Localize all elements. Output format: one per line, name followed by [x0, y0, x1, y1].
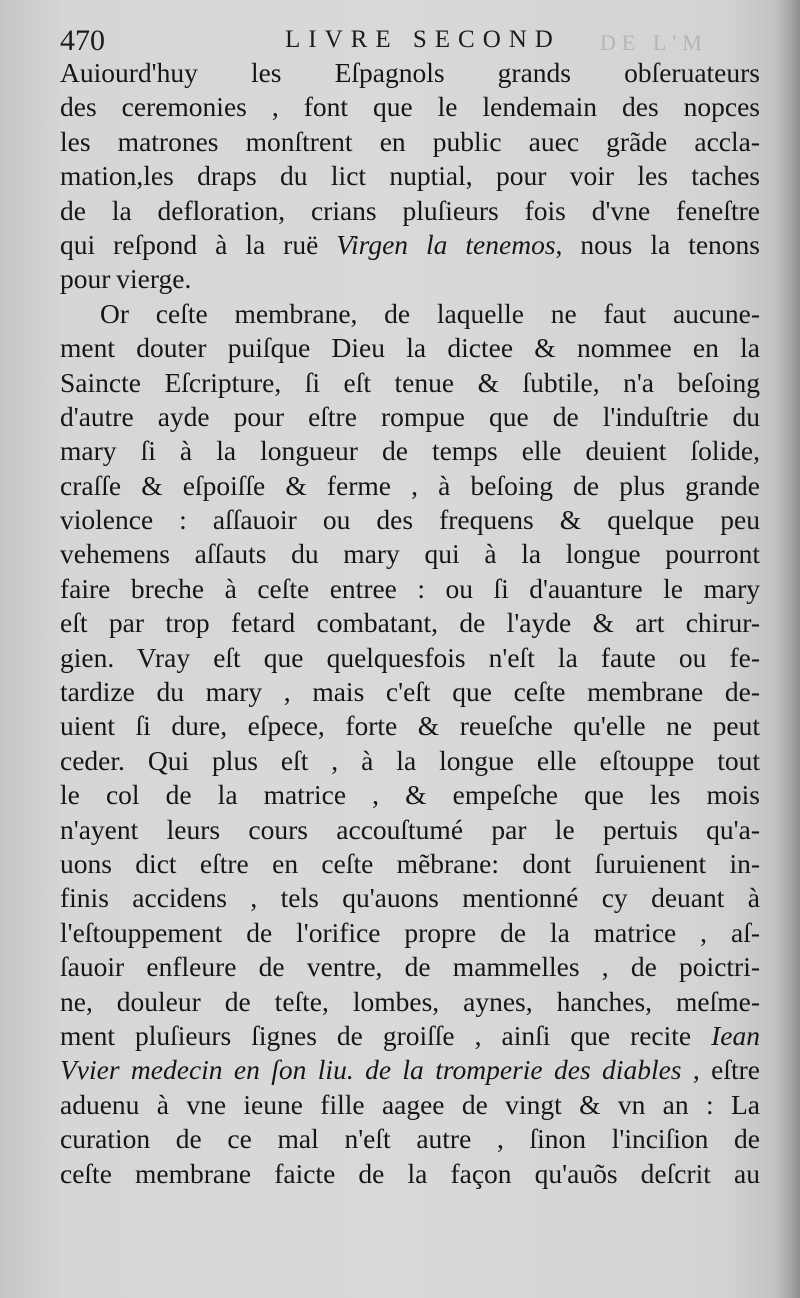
- page-number: 470: [60, 24, 105, 57]
- paragraph-start-line: Or ceſte membrane, de laquelle ne faut aucune-: [100, 297, 760, 329]
- text-line: mation,les draps du lict nuptial, pour voir les taches: [60, 160, 760, 192]
- text-line: pour vierge.: [60, 263, 192, 295]
- text-line: curation de ce mal n'eſt autre , ſinon l'inciſion de: [60, 1123, 760, 1155]
- italic-author: Iean: [711, 1019, 760, 1051]
- text-line: uient ſi dure, eſpece, forte & reueſche qu'elle ne peut: [60, 710, 760, 742]
- page-header: [60, 20, 760, 60]
- text-line: ſauoir enfleure de ventre, de mammelles , de poictri-: [60, 951, 760, 983]
- italic-quote: Virgen la tenemos: [336, 228, 556, 260]
- text-line: n'ayent leurs cours accouſtumé par le pertuis qu'a-: [60, 813, 760, 845]
- text-line: Auiourd'huy les Eſpagnols grands obſeruateurs: [60, 57, 760, 88]
- text-line: violence : aſſauoir ou des frequens & quelque peu: [60, 504, 760, 536]
- text-line: ceſte membrane faicte de la façon qu'auõs deſcrit au: [60, 1157, 760, 1189]
- text-line: aduenu à vne ieune fille aagee de vingt & vn an : La: [60, 1088, 760, 1120]
- text-line: ne, douleur de teſte, lombes, aynes, hanches, meſme-: [60, 985, 760, 1017]
- text-line: d'autre ayde pour eſtre rompue que de l'induſtrie du: [60, 400, 760, 432]
- text-line: ceder. Qui plus eſt , à la longue elle eſtouppe tout: [60, 744, 760, 776]
- body-text: [60, 56, 760, 1191]
- text-line: faire breche à ceſte entree : ou ſi d'auanture le mary: [60, 572, 760, 604]
- text-line: ment douter puiſque Dieu la dictee & nommee en la: [60, 332, 760, 364]
- text-line: mary ſi à la longueur de temps elle deuient ſolide,: [60, 435, 760, 467]
- text-line: des ceremonies , font que le lendemain des nopces: [60, 91, 760, 123]
- text-line: tardize du mary , mais c'eſt que ceſte membrane de-: [60, 676, 760, 708]
- text-line: uons dict eſtre en ceſte mẽbrane: dont ſuruienent in-: [60, 847, 760, 879]
- text-line: l'eſtouppement de l'orifice propre de la matrice , aſ-: [60, 916, 760, 948]
- text-line: eſt par trop fetard combatant, de l'ayde & art chirur-: [60, 607, 760, 639]
- text-line: vehemens aſſauts du mary qui à la longue pourront: [60, 538, 760, 570]
- italic-citation: Vvier medecin en ſon liu. de la tromperie des diables: [60, 1054, 682, 1086]
- page-gutter-shadow: [774, 0, 800, 1298]
- bleed-through-text: DE L'M: [600, 30, 708, 55]
- text-line: gien. Vray eſt que quelquesfois n'eſt la faute ou fe-: [60, 641, 760, 673]
- text-line: finis accidens , tels qu'auons mentionné cy deuant à: [60, 882, 760, 914]
- text-line: Vvier medecin en ſon liu. de la tromperie des diables , eſtre: [60, 1054, 760, 1086]
- text-line: le col de la matrice , & empeſche que les mois: [60, 779, 760, 811]
- text-line: les matrones monſtrent en public auec grãde accla-: [60, 125, 760, 157]
- text-line: Saincte Eſcripture, ſi eſt tenue & ſubtile, n'a beſoing: [60, 366, 760, 398]
- text-line: qui reſpond à la ruë Virgen la tenemos, nous la tenons: [60, 228, 760, 260]
- text-line: de la defloration, crians pluſieurs fois d'vne feneſtre: [60, 194, 760, 226]
- text-line: ment pluſieurs ſignes de groiſſe , ainſi que recite Iean: [60, 1019, 760, 1051]
- running-head: LIVRE SECOND: [285, 26, 561, 53]
- text-line: craſſe & eſpoiſſe & ferme , à beſoing de plus grande: [60, 469, 760, 501]
